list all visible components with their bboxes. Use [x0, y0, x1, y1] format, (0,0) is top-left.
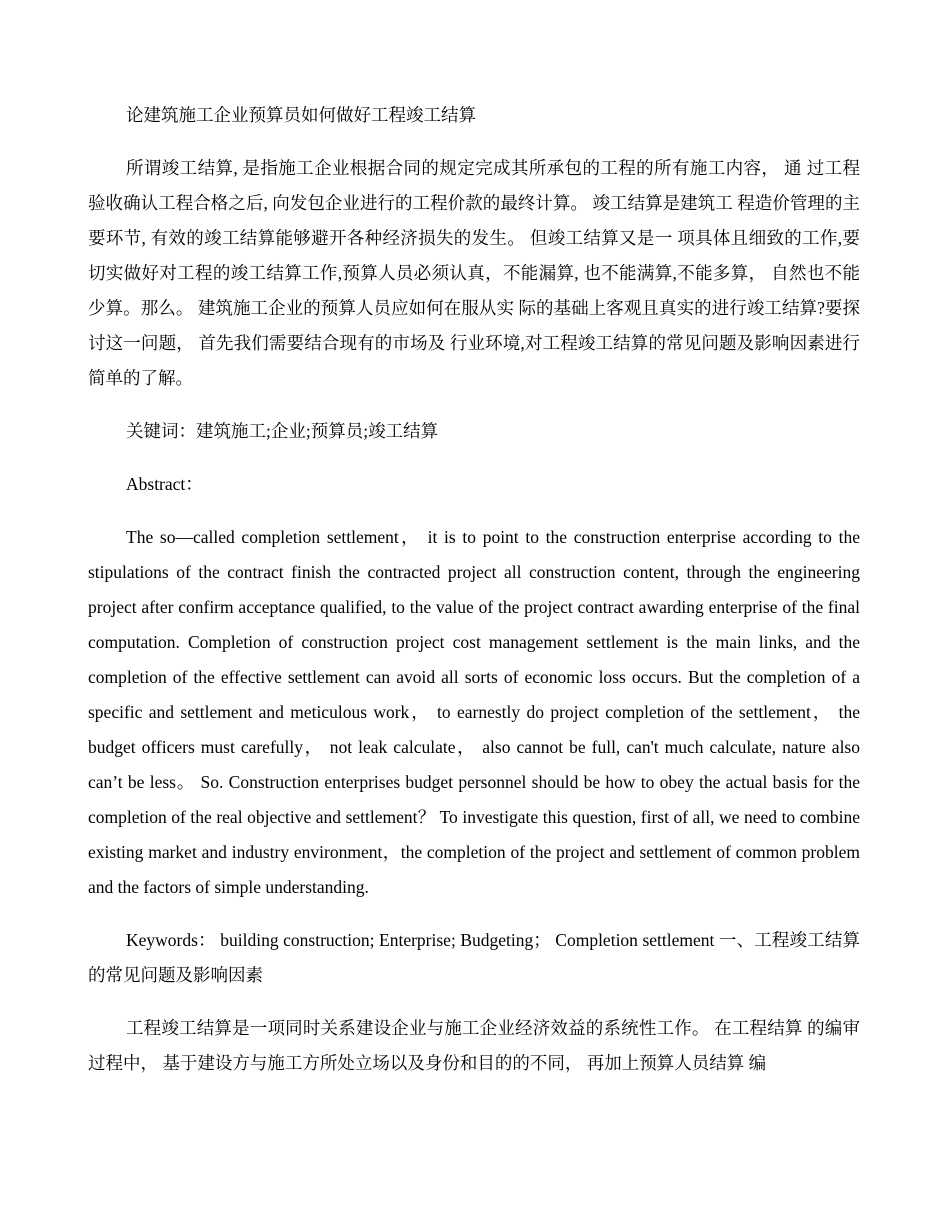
abstract-english: The so—called completion settlement， it is to point to the construction enterprise according to the stipulations of the contract finish the contracted project all construction content, through the engineering project after confirm acceptance qualified, to the value of the project contract awarding enterprise of the final computation. Completion of construction project cost management settlement is the main links, and the completion of the effective settlement can avoid all sorts of economic loss occurs. But the completion of a specific and settlement and meticulous work， to earnestly do project completion of the settlement， the budget officers must carefully， not leak calculate， also cannot be full, can't much calculate, nature also can’t be less。 So. Construction enterprises budget personnel should be how to obey the actual basis for the completion of the real objective and settlement？ To investigate this question, first of all, we need to combine existing market and industry environment，the completion of the project and settlement of common problem and the factors of simple understanding.: [88, 527, 860, 897]
keywords-english: Keywords： building construction; Enterprise; Budgeting； Completion settlement 一、工程竣工结算的常见问题及影响因素: [88, 930, 860, 985]
section-body-paragraph: 工程竣工结算是一项同时关系建设企业与施工企业经济效益的系统性工作。 在工程结算 的编审过程中， 基于建设方与施工方所处立场以及身份和目的的不同， 再加上预算人员结算 编: [88, 1018, 860, 1073]
document-content: [88, 98, 860, 1081]
paper-title: 论建筑施工企业预算员如何做好工程竣工结算: [126, 105, 476, 125]
abstract-label: Abstract：: [126, 474, 203, 494]
keywords-chinese: 关键词：建筑施工;企业;预算员;竣工结算: [126, 421, 439, 441]
abstract-chinese: 所谓竣工结算, 是指施工企业根据合同的规定完成其所承包的工程的所有施工内容， 通 过工程验收确认工程合格之后, 向发包企业进行的工程价款的最终计算。 竣工结算是建筑工 程造价管理的主要环节, 有效的竣工结算能够避开各种经济损失的发生。 但竣工结算又是一 项具体且细致的工作,要切实做好对工程的竣工结算工作,预算人员必须认真，不能漏算, 也不能满算,不能多算， 自然也不能少算。那么。 建筑施工企业的预算人员应如何在服从实 际的基础上客观且真实的进行竣工结算?要探讨这一问题， 首先我们需要结合现有的市场及 行业环境,对工程竣工结算的常见问题及影响因素进行简单的了解。: [88, 158, 860, 388]
